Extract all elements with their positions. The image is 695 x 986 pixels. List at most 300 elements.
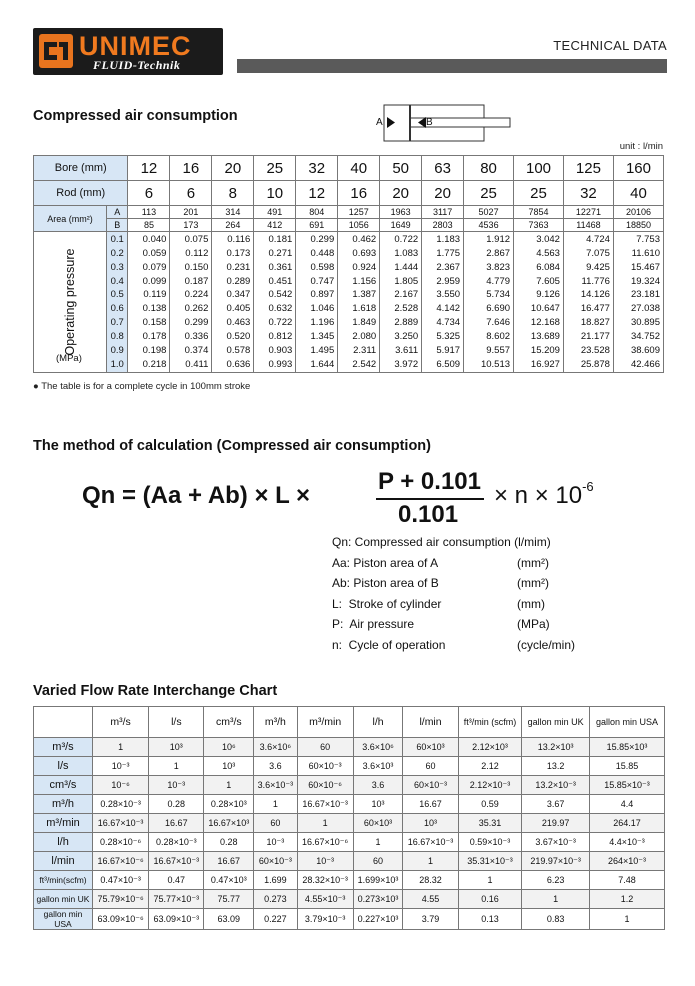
flow-cell: 15.85 bbox=[590, 757, 665, 776]
flow-cell: 7.48 bbox=[590, 871, 665, 890]
fraction-line bbox=[376, 498, 484, 500]
area-b-cell: 4536 bbox=[464, 219, 514, 232]
consumption-cell: 0.462 bbox=[338, 232, 380, 247]
consumption-cell: 1.618 bbox=[338, 302, 380, 316]
legend-item bbox=[332, 576, 549, 590]
consumption-cell: 1.849 bbox=[338, 316, 380, 330]
consumption-cell: 30.895 bbox=[613, 316, 663, 330]
flow-cell: 1.2 bbox=[590, 890, 665, 909]
flow-cell: 15.85×10⁻³ bbox=[590, 776, 665, 795]
formula-right-text: × n × 10 bbox=[494, 482, 583, 509]
legend-item bbox=[332, 555, 549, 570]
consumption-cell: 0.812 bbox=[254, 330, 296, 344]
flow-cell: 0.28×10⁻⁶ bbox=[93, 833, 149, 852]
flow-cell: 1 bbox=[93, 738, 149, 757]
calculation-title: The method of calculation (Compressed air consumption) bbox=[33, 438, 431, 454]
flow-column-header: l/s bbox=[149, 707, 204, 738]
flow-cell: 0.16 bbox=[458, 890, 522, 909]
flow-cell: 0.47×10⁻³ bbox=[93, 871, 149, 890]
legend-unit: (mm) bbox=[517, 596, 545, 611]
flow-cell: 10³ bbox=[149, 738, 204, 757]
flow-column-header: ft³/min (scfm) bbox=[458, 707, 522, 738]
flow-cell: 13.2 bbox=[522, 757, 590, 776]
consumption-cell: 0.262 bbox=[170, 302, 212, 316]
consumption-cell: 2.167 bbox=[380, 288, 422, 302]
rod-cell: 20 bbox=[422, 181, 464, 206]
flow-cell: 1.699 bbox=[254, 871, 297, 890]
flow-cell: 1 bbox=[590, 909, 665, 930]
legend-label: Qn: Compressed air consumption (l/mim) bbox=[332, 535, 551, 549]
pressure-row bbox=[34, 274, 664, 288]
flow-row-header: m³/h bbox=[34, 795, 93, 814]
flow-cell: 63.09 bbox=[204, 909, 254, 930]
flow-cell: 10⁻³ bbox=[149, 776, 204, 795]
consumption-cell: 0.897 bbox=[296, 288, 338, 302]
consumption-cell: 9.126 bbox=[514, 288, 564, 302]
consumption-cell: 0.173 bbox=[212, 246, 254, 260]
flow-row bbox=[34, 795, 665, 814]
consumption-cell: 2.889 bbox=[380, 316, 422, 330]
consumption-cell: 0.924 bbox=[338, 260, 380, 274]
flow-cell: 16.67 bbox=[403, 795, 458, 814]
consumption-cell: 6.084 bbox=[514, 260, 564, 274]
consumption-cell: 0.451 bbox=[254, 274, 296, 288]
consumption-cell: 0.271 bbox=[254, 246, 296, 260]
flow-row-header: gallon min UK bbox=[34, 890, 93, 909]
flow-cell: 35.31 bbox=[458, 814, 522, 833]
consumption-cell: 1.912 bbox=[464, 232, 514, 247]
flow-cell: 0.13 bbox=[458, 909, 522, 930]
area-b-cell: 412 bbox=[254, 219, 296, 232]
consumption-cell: 0.903 bbox=[254, 344, 296, 358]
flow-cell: 264.17 bbox=[590, 814, 665, 833]
consumption-cell: 5.325 bbox=[422, 330, 464, 344]
consumption-cell: 2.867 bbox=[464, 246, 514, 260]
flow-cell: 1 bbox=[254, 795, 297, 814]
consumption-cell: 2.528 bbox=[380, 302, 422, 316]
rod-cell: 6 bbox=[128, 181, 170, 206]
consumption-cell: 0.374 bbox=[170, 344, 212, 358]
flow-cell: 1.699×10³ bbox=[353, 871, 403, 890]
flow-cell: 3.79×10⁻³ bbox=[297, 909, 353, 930]
consumption-cell: 0.747 bbox=[296, 274, 338, 288]
consumption-cell: 3.550 bbox=[422, 288, 464, 302]
consumption-cell: 3.972 bbox=[380, 358, 422, 373]
consumption-cell: 2.542 bbox=[338, 358, 380, 373]
consumption-cell: 4.734 bbox=[422, 316, 464, 330]
consumption-cell: 3.250 bbox=[380, 330, 422, 344]
consumption-cell: 5.917 bbox=[422, 344, 464, 358]
flow-cell: 60 bbox=[353, 852, 403, 871]
flow-row bbox=[34, 776, 665, 795]
consumption-cell: 4.563 bbox=[514, 246, 564, 260]
flow-cell: 60 bbox=[297, 738, 353, 757]
area-b-cell: 173 bbox=[170, 219, 212, 232]
flow-title: Varied Flow Rate Interchange Chart bbox=[33, 683, 278, 699]
flow-cell: 1 bbox=[297, 814, 353, 833]
pressure-value: 0.2 bbox=[107, 246, 128, 260]
flow-cell: 60×10³ bbox=[353, 814, 403, 833]
consumption-cell: 0.218 bbox=[128, 358, 170, 373]
flow-row-header: ft³/min(scfm) bbox=[34, 871, 93, 890]
area-a-cell: 12271 bbox=[563, 206, 613, 219]
bore-cell: 25 bbox=[254, 156, 296, 181]
brand-name: UNIMEC bbox=[79, 31, 192, 61]
section-label: TECHNICAL DATA bbox=[553, 38, 667, 53]
consumption-cell: 1.644 bbox=[296, 358, 338, 373]
flow-cell: 35.31×10⁻³ bbox=[458, 852, 522, 871]
consumption-cell: 0.181 bbox=[254, 232, 296, 247]
consumption-cell: 0.059 bbox=[128, 246, 170, 260]
flow-cell: 60×10⁻³ bbox=[254, 852, 297, 871]
operating-pressure-unit: (MPa) bbox=[56, 353, 82, 364]
flow-cell: 0.59×10⁻³ bbox=[458, 833, 522, 852]
consumption-cell: 1.805 bbox=[380, 274, 422, 288]
flow-cell: 0.227 bbox=[254, 909, 297, 930]
consumption-cell: 4.142 bbox=[422, 302, 464, 316]
flow-row-header: m³/min bbox=[34, 814, 93, 833]
consumption-cell: 0.448 bbox=[296, 246, 338, 260]
consumption-cell: 1.083 bbox=[380, 246, 422, 260]
flow-cell: 3.79 bbox=[403, 909, 458, 930]
legend-unit: (cycle/min) bbox=[517, 637, 576, 652]
consumption-cell: 1.046 bbox=[296, 302, 338, 316]
flow-cell: 3.6×10⁶ bbox=[353, 738, 403, 757]
flow-cell: 3.6×10³ bbox=[353, 757, 403, 776]
pressure-row bbox=[34, 330, 664, 344]
bore-cell: 80 bbox=[464, 156, 514, 181]
flow-cell: 10⁻³ bbox=[93, 757, 149, 776]
consumption-cell: 27.038 bbox=[613, 302, 663, 316]
flow-cell: 0.28×10³ bbox=[204, 795, 254, 814]
flow-cell: 219.97 bbox=[522, 814, 590, 833]
flow-cell: 16.67×10⁻³ bbox=[297, 795, 353, 814]
consumption-cell: 0.116 bbox=[212, 232, 254, 247]
consumption-cell: 6.690 bbox=[464, 302, 514, 316]
rod-cell: 32 bbox=[563, 181, 613, 206]
consumption-cell: 5.734 bbox=[464, 288, 514, 302]
flow-cell: 4.55×10⁻³ bbox=[297, 890, 353, 909]
pressure-row bbox=[34, 358, 664, 373]
consumption-cell: 0.361 bbox=[254, 260, 296, 274]
pressure-value: 0.6 bbox=[107, 302, 128, 316]
area-a-cell: 113 bbox=[128, 206, 170, 219]
flow-row-header: l/min bbox=[34, 852, 93, 871]
flow-cell: 28.32 bbox=[403, 871, 458, 890]
consumption-cell: 0.178 bbox=[128, 330, 170, 344]
bore-cell: 63 bbox=[422, 156, 464, 181]
flow-column-header: m³/h bbox=[254, 707, 297, 738]
flow-cell: 63.09×10⁻⁶ bbox=[93, 909, 149, 930]
flow-cell: 0.47×10³ bbox=[204, 871, 254, 890]
rod-cell: 40 bbox=[613, 181, 663, 206]
consumption-cell: 0.040 bbox=[128, 232, 170, 247]
consumption-cell: 25.878 bbox=[563, 358, 613, 373]
flow-cell: 3.6 bbox=[353, 776, 403, 795]
pressure-value: 0.4 bbox=[107, 274, 128, 288]
flow-row bbox=[34, 738, 665, 757]
formula-exponent: -6 bbox=[582, 479, 594, 494]
area-a-cell: 804 bbox=[296, 206, 338, 219]
pressure-value: 0.5 bbox=[107, 288, 128, 302]
flow-cell: 16.67×10⁻⁶ bbox=[297, 833, 353, 852]
area-b-cell: 1056 bbox=[338, 219, 380, 232]
flow-cell: 60 bbox=[254, 814, 297, 833]
bore-cell: 125 bbox=[563, 156, 613, 181]
formula-numerator: P + 0.101 bbox=[378, 468, 481, 495]
area-a-cell: 491 bbox=[254, 206, 296, 219]
header-bar bbox=[237, 59, 667, 73]
consumption-cell: 3.611 bbox=[380, 344, 422, 358]
flow-cell: 4.4×10⁻³ bbox=[590, 833, 665, 852]
bore-cell: 160 bbox=[613, 156, 663, 181]
brand-subtitle: FLUID-Technik bbox=[93, 58, 181, 72]
area-a-cell: 7854 bbox=[514, 206, 564, 219]
flow-cell: 10⁶ bbox=[204, 738, 254, 757]
consumption-cell: 0.405 bbox=[212, 302, 254, 316]
consumption-cell: 1.183 bbox=[422, 232, 464, 247]
flow-table bbox=[33, 706, 665, 930]
bore-cell: 100 bbox=[514, 156, 564, 181]
consumption-cell: 23.528 bbox=[563, 344, 613, 358]
consumption-cell: 1.387 bbox=[338, 288, 380, 302]
operating-pressure-header bbox=[34, 232, 107, 373]
flow-cell: 16.67×10³ bbox=[204, 814, 254, 833]
consumption-cell: 34.752 bbox=[613, 330, 663, 344]
operating-pressure-label: Operating pressure bbox=[63, 248, 77, 356]
consumption-cell: 0.079 bbox=[128, 260, 170, 274]
formula-denominator: 0.101 bbox=[398, 501, 459, 528]
flow-column-header: l/min bbox=[403, 707, 458, 738]
area-b-cell: 85 bbox=[128, 219, 170, 232]
cylinder-diagram bbox=[374, 103, 514, 148]
consumption-table bbox=[33, 155, 664, 373]
flow-column-header: l/h bbox=[353, 707, 403, 738]
area-a-cell: 1257 bbox=[338, 206, 380, 219]
flow-cell: 60×10⁻⁶ bbox=[297, 776, 353, 795]
consumption-cell: 15.467 bbox=[613, 260, 663, 274]
consumption-cell: 0.693 bbox=[338, 246, 380, 260]
area-b-cell: 18850 bbox=[613, 219, 663, 232]
consumption-cell: 2.080 bbox=[338, 330, 380, 344]
flow-cell: 13.2×10³ bbox=[522, 738, 590, 757]
flow-cell: 10⁻⁶ bbox=[93, 776, 149, 795]
area-a-label: A bbox=[107, 206, 128, 219]
flow-cell: 0.227×10³ bbox=[353, 909, 403, 930]
flow-row-header: gallon min USA bbox=[34, 909, 93, 930]
flow-cell: 16.67×10⁻³ bbox=[403, 833, 458, 852]
flow-column-header: gallon min UK bbox=[522, 707, 590, 738]
consumption-cell: 1.775 bbox=[422, 246, 464, 260]
consumption-cell: 0.289 bbox=[212, 274, 254, 288]
legend-label: P: Air pressure bbox=[332, 617, 415, 631]
flow-column-header: gallon min USA bbox=[590, 707, 665, 738]
consumption-cell: 1.196 bbox=[296, 316, 338, 330]
consumption-cell: 0.138 bbox=[128, 302, 170, 316]
flow-column-header: m³/min bbox=[297, 707, 353, 738]
pressure-row bbox=[34, 288, 664, 302]
area-b-cell: 264 bbox=[212, 219, 254, 232]
pressure-value: 1.0 bbox=[107, 358, 128, 373]
area-b-cell: 691 bbox=[296, 219, 338, 232]
legend-item bbox=[332, 535, 551, 549]
consumption-cell: 3.823 bbox=[464, 260, 514, 274]
port-a-label: A bbox=[376, 117, 383, 128]
pressure-value: 0.8 bbox=[107, 330, 128, 344]
rod-cell: 16 bbox=[338, 181, 380, 206]
flow-cell: 1 bbox=[458, 871, 522, 890]
flow-cell: 10⁻³ bbox=[297, 852, 353, 871]
consumption-cell: 21.177 bbox=[563, 330, 613, 344]
formula-right bbox=[494, 479, 594, 510]
consumption-cell: 0.636 bbox=[212, 358, 254, 373]
flow-cell: 75.77 bbox=[204, 890, 254, 909]
legend-label: Ab: Piston area of B bbox=[332, 576, 439, 590]
flow-cell: 0.28 bbox=[204, 833, 254, 852]
flow-cell: 60 bbox=[403, 757, 458, 776]
bore-cell: 16 bbox=[170, 156, 212, 181]
consumption-cell: 0.198 bbox=[128, 344, 170, 358]
flow-cell: 4.55 bbox=[403, 890, 458, 909]
flow-cell: 0.273 bbox=[254, 890, 297, 909]
consumption-cell: 0.299 bbox=[170, 316, 212, 330]
flow-row-header: m³/s bbox=[34, 738, 93, 757]
brand-logo bbox=[33, 28, 223, 75]
flow-cell: 16.67×10⁻⁶ bbox=[93, 852, 149, 871]
bore-header: Bore (mm) bbox=[34, 156, 128, 181]
rod-cell: 20 bbox=[380, 181, 422, 206]
consumption-cell: 1.156 bbox=[338, 274, 380, 288]
flow-cell: 60×10⁻³ bbox=[403, 776, 458, 795]
flow-cell: 0.47 bbox=[149, 871, 204, 890]
rod-cell: 10 bbox=[254, 181, 296, 206]
pressure-value: 0.1 bbox=[107, 232, 128, 247]
flow-row bbox=[34, 871, 665, 890]
consumption-cell: 10.647 bbox=[514, 302, 564, 316]
consumption-cell: 0.347 bbox=[212, 288, 254, 302]
consumption-cell: 0.463 bbox=[212, 316, 254, 330]
consumption-cell: 0.158 bbox=[128, 316, 170, 330]
bore-cell: 32 bbox=[296, 156, 338, 181]
consumption-cell: 12.168 bbox=[514, 316, 564, 330]
area-b-cell: 11468 bbox=[563, 219, 613, 232]
flow-row bbox=[34, 814, 665, 833]
flow-cell: 0.59 bbox=[458, 795, 522, 814]
flow-row-header: l/h bbox=[34, 833, 93, 852]
port-b-label: B bbox=[426, 117, 433, 128]
consumption-cell: 15.209 bbox=[514, 344, 564, 358]
flow-cell: 264×10⁻³ bbox=[590, 852, 665, 871]
consumption-cell: 7.075 bbox=[563, 246, 613, 260]
table-note: ● The table is for a complete cycle in 100mm stroke bbox=[33, 381, 251, 392]
consumption-cell: 7.605 bbox=[514, 274, 564, 288]
flow-cell: 1 bbox=[149, 757, 204, 776]
flow-cell: 0.28×10⁻³ bbox=[93, 795, 149, 814]
flow-column-header: cm³/s bbox=[204, 707, 254, 738]
consumption-cell: 3.042 bbox=[514, 232, 564, 247]
consumption-cell: 13.689 bbox=[514, 330, 564, 344]
consumption-cell: 0.299 bbox=[296, 232, 338, 247]
flow-row-header: l/s bbox=[34, 757, 93, 776]
flow-cell: 1 bbox=[353, 833, 403, 852]
flow-cell: 1 bbox=[403, 852, 458, 871]
legend-label: n: Cycle of operation bbox=[332, 637, 446, 652]
pressure-row bbox=[34, 260, 664, 274]
consumption-cell: 2.959 bbox=[422, 274, 464, 288]
consumption-cell: 0.632 bbox=[254, 302, 296, 316]
consumption-cell: 1.345 bbox=[296, 330, 338, 344]
pressure-row bbox=[34, 302, 664, 316]
consumption-cell: 2.311 bbox=[338, 344, 380, 358]
flow-row bbox=[34, 890, 665, 909]
area-header: Area (mm²) bbox=[34, 206, 107, 232]
legend-label: L: Stroke of cylinder bbox=[332, 596, 442, 611]
consumption-cell: 0.224 bbox=[170, 288, 212, 302]
pressure-value: 0.3 bbox=[107, 260, 128, 274]
flow-row bbox=[34, 757, 665, 776]
rod-cell: 6 bbox=[170, 181, 212, 206]
flow-cell: 16.67 bbox=[204, 852, 254, 871]
rod-cell: 8 bbox=[212, 181, 254, 206]
flow-cell: 0.83 bbox=[522, 909, 590, 930]
flow-row bbox=[34, 833, 665, 852]
consumption-cell: 2.367 bbox=[422, 260, 464, 274]
consumption-cell: 7.646 bbox=[464, 316, 514, 330]
flow-cell: 16.67×10⁻³ bbox=[93, 814, 149, 833]
consumption-cell: 4.724 bbox=[563, 232, 613, 247]
area-a-cell: 20106 bbox=[613, 206, 663, 219]
flow-cell: 10⁻³ bbox=[254, 833, 297, 852]
flow-cell: 3.6×10⁶ bbox=[254, 738, 297, 757]
flow-cell: 2.12×10⁻³ bbox=[458, 776, 522, 795]
consumption-cell: 0.119 bbox=[128, 288, 170, 302]
flow-cell: 1 bbox=[522, 890, 590, 909]
consumption-cell: 18.827 bbox=[563, 316, 613, 330]
consumption-title: Compressed air consumption bbox=[33, 108, 238, 124]
flow-cell: 63.09×10⁻³ bbox=[149, 909, 204, 930]
consumption-cell: 6.509 bbox=[422, 358, 464, 373]
pressure-row bbox=[34, 316, 664, 330]
flow-cell: 75.79×10⁻⁶ bbox=[93, 890, 149, 909]
flow-row-header: cm³/s bbox=[34, 776, 93, 795]
flow-cell: 6.23 bbox=[522, 871, 590, 890]
flow-corner bbox=[34, 707, 93, 738]
consumption-cell: 1.495 bbox=[296, 344, 338, 358]
pressure-row bbox=[34, 344, 664, 358]
flow-cell: 16.67 bbox=[149, 814, 204, 833]
formula-left: Qn = (Aa + Ab) × L × bbox=[82, 482, 311, 509]
flow-cell: 60×10⁻³ bbox=[297, 757, 353, 776]
consumption-cell: 14.126 bbox=[563, 288, 613, 302]
consumption-cell: 0.075 bbox=[170, 232, 212, 247]
consumption-cell: 0.187 bbox=[170, 274, 212, 288]
flow-cell: 0.273×10³ bbox=[353, 890, 403, 909]
legend-unit: (mm²) bbox=[517, 576, 549, 590]
area-a-cell: 3117 bbox=[422, 206, 464, 219]
consumption-cell: 11.776 bbox=[563, 274, 613, 288]
consumption-cell: 0.598 bbox=[296, 260, 338, 274]
bore-cell: 12 bbox=[128, 156, 170, 181]
pressure-row bbox=[34, 246, 664, 260]
legend-item bbox=[332, 596, 545, 611]
consumption-cell: 9.557 bbox=[464, 344, 514, 358]
consumption-cell: 10.513 bbox=[464, 358, 514, 373]
area-b-cell: 1649 bbox=[380, 219, 422, 232]
consumption-cell: 16.927 bbox=[514, 358, 564, 373]
flow-cell: 75.77×10⁻³ bbox=[149, 890, 204, 909]
pressure-value: 0.7 bbox=[107, 316, 128, 330]
bore-cell: 20 bbox=[212, 156, 254, 181]
